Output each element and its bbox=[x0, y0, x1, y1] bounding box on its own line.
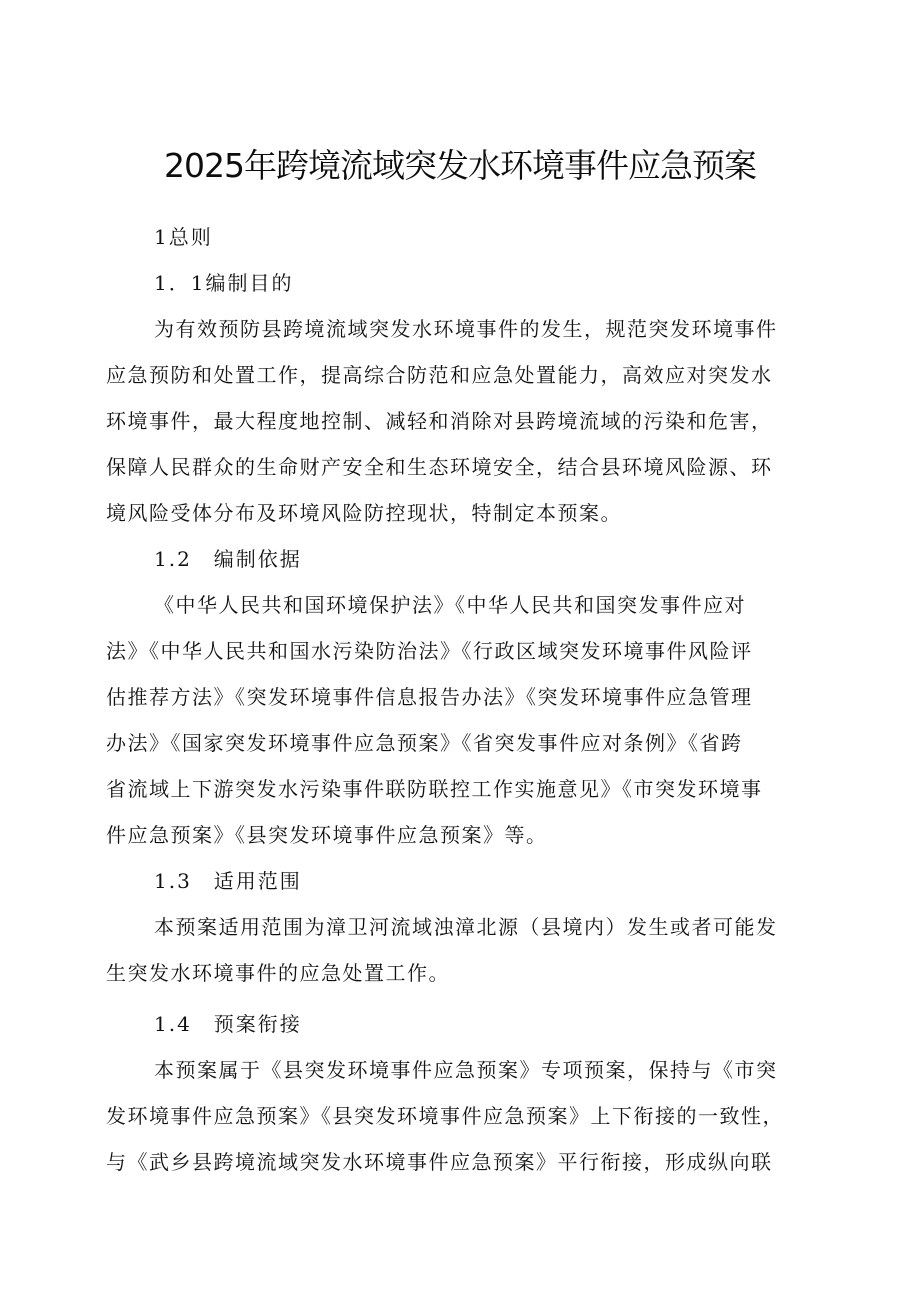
section-heading-general: 1总则 bbox=[154, 225, 213, 249]
paragraph-line: 本预案适用范围为漳卫河流域浊漳北源（县境内）发生或者可能发 bbox=[154, 915, 778, 939]
paragraph-line: 件应急预案》《县突发环境事件应急预案》等。 bbox=[106, 823, 548, 847]
paragraph-line: 估推荐方法》《突发环境事件信息报告办法》《突发环境事件应急管理 bbox=[106, 685, 753, 709]
section-heading-basis: 1.2 编制依据 bbox=[154, 547, 302, 571]
paragraph-line: 境风险受体分布及环境风险防控现状，特制定本预案。 bbox=[106, 501, 622, 525]
paragraph-line: 与《武乡县跨境流域突发水环境事件应急预案》平行衔接，形成纵向联 bbox=[106, 1150, 773, 1174]
document-title: 2025年跨境流域突发水环境事件应急预案 bbox=[164, 146, 756, 185]
paragraph-line: 本预案属于《县突发环境事件应急预案》专项预案，保持与《市突 bbox=[154, 1058, 778, 1082]
paragraph-line: 省流域上下游突发水污染事件联防联控工作实施意见》《市突发环境事 bbox=[106, 777, 763, 801]
paragraph-basis bbox=[106, 590, 822, 866]
section-heading-purpose: 1．1编制目的 bbox=[154, 271, 294, 295]
paragraph-linkage bbox=[106, 1055, 822, 1193]
paragraph-line: 发环境事件应急预案》《县突发环境事件应急预案》上下衔接的一致性， bbox=[106, 1104, 784, 1128]
section-heading-scope: 1.3 适用范围 bbox=[154, 869, 302, 893]
paragraph-line: 《中华人民共和国环境保护法》《中华人民共和国突发事件应对 bbox=[154, 593, 746, 617]
paragraph-line: 保障人民群众的生命财产安全和生态环境安全，结合县环境风险源、环 bbox=[106, 455, 773, 479]
paragraph-line: 生突发水环境事件的应急处置工作。 bbox=[106, 961, 450, 985]
paragraph-line: 为有效预防县跨境流域突发水环境事件的发生，规范突发环境事件 bbox=[154, 317, 778, 341]
paragraph-line: 环境事件，最大程度地控制、减轻和消除对县跨境流域的污染和危害， bbox=[106, 409, 773, 433]
paragraph-line: 应急预防和处置工作，提高综合防范和应急处置能力，高效应对突发水 bbox=[106, 363, 773, 387]
paragraph-line: 法》《中华人民共和国水污染防治法》《行政区域突发环境事件风险评 bbox=[106, 639, 753, 663]
paragraph-scope bbox=[106, 912, 822, 1004]
paragraph-line: 办法》《国家突发环境事件应急预案》《省突发事件应对条例》《省跨 bbox=[106, 731, 743, 755]
paragraph-purpose bbox=[106, 314, 822, 544]
section-heading-linkage: 1.4 预案衔接 bbox=[154, 1012, 302, 1036]
